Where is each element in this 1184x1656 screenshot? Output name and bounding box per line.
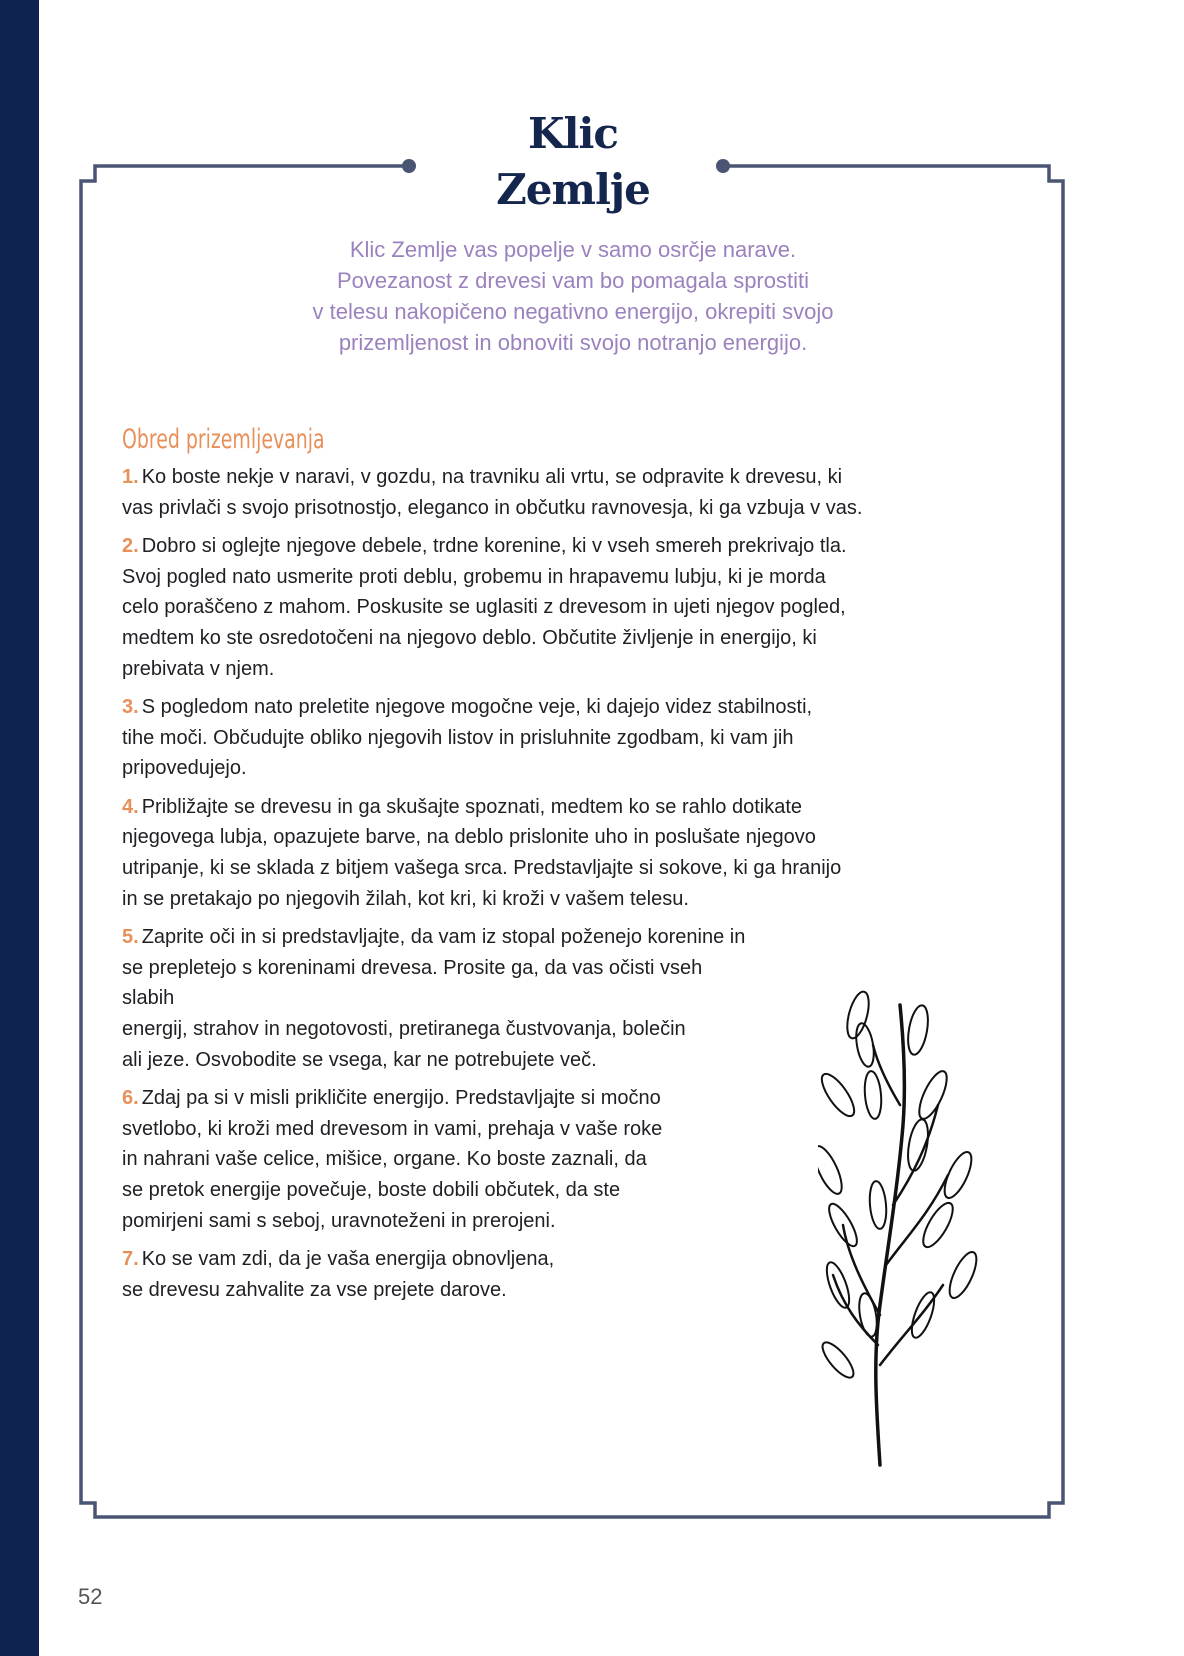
step-item — [122, 462, 862, 523]
step-text: Ko boste nekje v naravi, v gozdu, na travniku ali vrtu, se odpravite k drevesu, ki — [141, 466, 843, 488]
step-line — [122, 623, 862, 654]
step-text: se prepletejo s koreninami drevesa. Prosite ga, da vas očisti vseh — [122, 956, 703, 979]
step-line — [122, 1083, 862, 1114]
step-text: Zdaj pa si v misli prikličite energijo. Predstavljajte si močno — [141, 1086, 661, 1109]
step-item — [122, 922, 862, 1076]
step-line — [122, 953, 862, 984]
step-text: se pretok energije povečuje, boste dobili občutek, da ste — [122, 1178, 621, 1201]
intro-text — [173, 234, 973, 358]
step-item — [122, 692, 862, 784]
step-line — [122, 1045, 862, 1076]
intro-line: v telesu nakopičeno negativno energijo, okrepiti svojo — [312, 299, 834, 324]
step-line — [122, 922, 862, 953]
step-text: slabih — [122, 987, 175, 1010]
step-text: Ko se vam zdi, da je vaša energija obnovljena, — [141, 1247, 555, 1270]
step-item — [122, 1083, 862, 1237]
step-line — [122, 884, 862, 915]
step-text: S pogledom nato preletite njegove mogočne veje, ki dajejo videz stabilnosti, — [141, 695, 813, 718]
step-line — [122, 822, 862, 853]
step-number: 6. — [122, 1086, 139, 1109]
step-number: 7. — [122, 1247, 139, 1270]
frame-dot-left — [402, 159, 416, 173]
step-line — [122, 531, 862, 562]
step-number: 1. — [122, 466, 139, 488]
step-number: 2. — [122, 534, 139, 557]
step-text: medtem ko ste osredotočeni na njegovo deblo. Občutite življenje in energijo, ki — [122, 627, 817, 650]
step-text: Zaprite oči in si predstavljajte, da vam iz stopal poženejo korenine in — [141, 925, 746, 948]
step-text: njegovega lubja, opazujete barve, na deblo prislonite uho in poslušate njegovo — [122, 826, 816, 849]
intro-line: prizemljenost in obnoviti svojo notranjo energijo. — [338, 330, 808, 355]
step-text: Svoj pogled nato usmerite proti deblu, grobemu in hrapavemu lubju, ki je morda — [122, 565, 826, 588]
step-item — [122, 531, 862, 685]
steps-list — [122, 462, 862, 1313]
step-text: in nahrani vaše celice, mišice, organe. Ko boste zaznali, da — [122, 1148, 647, 1171]
step-line — [122, 1014, 862, 1045]
leafy-branch-icon — [818, 985, 1008, 1470]
step-text: Približajte se drevesu in ga skušajte spoznati, medtem ko se rahlo dotikate — [141, 795, 803, 818]
step-line — [122, 692, 862, 723]
step-text: svetlobo, ki kroži med drevesom in vami, prehaja v vaše roke — [122, 1117, 663, 1140]
step-text: vas privlači s svojo prisotnostjo, eleganco in občutku ravnovesja, ki ga vzbuja v vas. — [122, 496, 863, 519]
step-text: pomirjeni sami s seboj, uravnoteženi in prerojeni. — [122, 1209, 556, 1232]
step-line — [122, 723, 862, 754]
step-number: 4. — [122, 795, 139, 818]
step-line — [122, 493, 862, 524]
title-line: Klic — [528, 109, 618, 158]
step-line — [122, 654, 862, 685]
intro-line: Klic Zemlje vas popelje v samo osrčje narave. — [349, 237, 797, 262]
step-text: se drevesu zahvalite za vse prejete darove. — [122, 1278, 507, 1301]
step-line — [122, 1244, 862, 1275]
step-text: tihe moči. Občudujte obliko njegovih listov in prisluhnite zgodbam, ki vam jih — [122, 726, 794, 749]
step-line — [122, 1175, 862, 1206]
step-text: Dobro si oglejte njegove debele, trdne korenine, ki v vseh smereh prekrivajo tla. — [141, 534, 847, 557]
step-number: 3. — [122, 695, 139, 718]
step-line — [122, 753, 862, 784]
step-line — [122, 562, 862, 593]
section-heading: Obred prizemljevanja — [122, 424, 325, 455]
step-text: energij, strahov in negotovosti, pretiranega čustvovanja, bolečin — [122, 1017, 686, 1040]
step-line — [122, 1144, 862, 1175]
step-line — [122, 592, 862, 623]
step-text: prebivata v njem. — [122, 657, 275, 680]
step-text: celo poraščeno z mahom. Poskusite se uglasiti z drevesom in ujeti njegov pogled, — [122, 596, 846, 619]
step-line — [122, 792, 862, 823]
step-number: 5. — [122, 925, 139, 948]
step-item — [122, 1244, 862, 1305]
step-line — [122, 983, 862, 1014]
step-text: pripovedujejo. — [122, 757, 247, 780]
step-text: utripanje, ki se sklada z bitjem vašega srca. Predstavljajte si sokove, ki ga hranijo — [122, 856, 842, 879]
step-line — [122, 1275, 862, 1306]
page-title — [423, 106, 723, 218]
intro-line: Povezanost z drevesi vam bo pomagala sprostiti — [336, 268, 809, 293]
step-line — [122, 462, 862, 493]
step-line — [122, 853, 862, 884]
step-line — [122, 1114, 862, 1145]
step-line — [122, 1206, 862, 1237]
page-number: 52 — [78, 1584, 103, 1609]
step-text: ali jeze. Osvobodite se vsega, kar ne potrebujete več. — [122, 1048, 597, 1071]
step-item — [122, 792, 862, 915]
title-line: Zemlje — [496, 165, 650, 214]
step-text: in se pretakajo po njegovih žilah, kot kri, ki kroži v vašem telesu. — [122, 887, 689, 910]
